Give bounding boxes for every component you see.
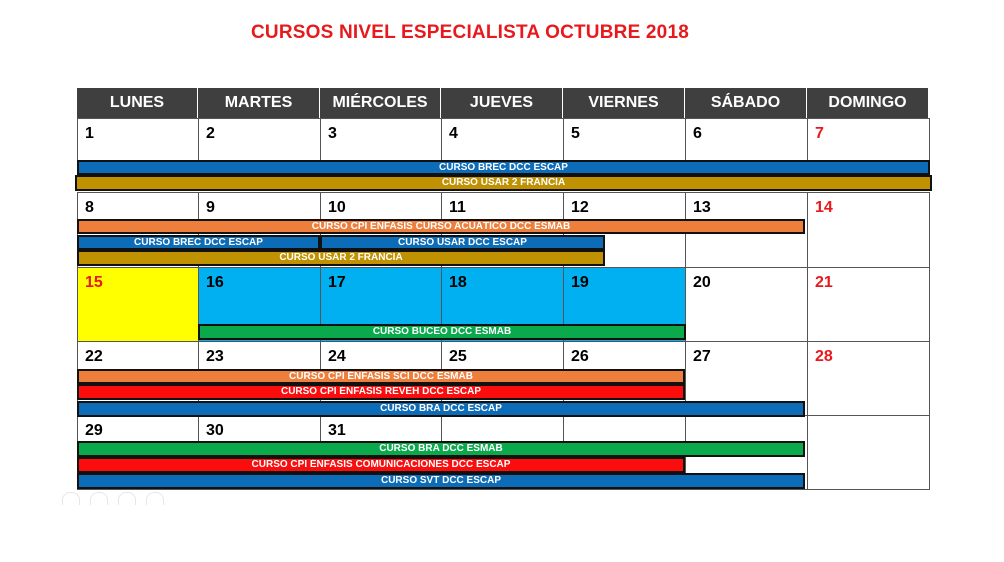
- weekday-header-5: SÁBADO: [685, 88, 807, 118]
- day-number: 11: [449, 199, 466, 216]
- day-number: 4: [449, 125, 458, 142]
- day-number: 16: [206, 274, 224, 291]
- day-cell[interactable]: [685, 267, 808, 342]
- day-number: 15: [85, 274, 103, 291]
- day-number: 8: [85, 199, 94, 216]
- day-cell[interactable]: [441, 118, 564, 162]
- day-number: 21: [815, 274, 833, 291]
- day-number: 18: [449, 274, 467, 291]
- day-cell[interactable]: [77, 118, 199, 162]
- day-number: 30: [206, 422, 224, 439]
- day-number: 22: [85, 348, 103, 365]
- day-cell[interactable]: [77, 267, 199, 342]
- day-number: 24: [328, 348, 346, 365]
- course-bar[interactable]: CURSO CPI ÉNFASIS CURSO ACUÁTICO DCC ESMAB: [77, 219, 805, 234]
- course-bar[interactable]: CURSO BREC DCC ESCAP: [77, 160, 930, 175]
- decorative-arc-icon: [90, 492, 108, 505]
- day-number: 2: [206, 125, 215, 142]
- course-bar[interactable]: CURSO USAR 2 FRANCIA: [77, 250, 605, 266]
- day-number: 23: [206, 348, 224, 365]
- course-bar[interactable]: CURSO BUCEO DCC ESMAB: [198, 324, 686, 340]
- day-number: 6: [693, 125, 702, 142]
- day-number: 20: [693, 274, 711, 291]
- day-number: 28: [815, 348, 833, 365]
- day-number: 31: [328, 422, 346, 439]
- course-bar[interactable]: CURSO CPI ÉNFASIS COMUNICACIONES DCC ESCAP: [77, 457, 685, 473]
- weekday-header-3: JUEVES: [441, 88, 563, 118]
- day-number: 27: [693, 348, 711, 365]
- day-number: 12: [571, 199, 589, 216]
- day-number: 14: [815, 199, 833, 216]
- weekday-header-0: LUNES: [77, 88, 198, 118]
- day-number: 26: [571, 348, 589, 365]
- day-number: 10: [328, 199, 346, 216]
- day-number: 3: [328, 125, 337, 142]
- day-number: 29: [85, 422, 103, 439]
- course-bar[interactable]: CURSO USAR 2 FRANCIA: [75, 175, 932, 191]
- weekday-header-4: VIERNES: [563, 88, 685, 118]
- course-bar[interactable]: CURSO BREC DCC ESCAP: [77, 235, 320, 250]
- weekday-header-2: MIÉRCOLES: [320, 88, 441, 118]
- day-cell[interactable]: [320, 118, 442, 162]
- course-bar[interactable]: CURSO CPI ÉNFASIS REVEH DCC ESCAP: [77, 384, 685, 400]
- day-number: 1: [85, 125, 94, 142]
- day-cell[interactable]: [807, 192, 930, 268]
- weekday-header-1: MARTES: [198, 88, 320, 118]
- course-bar[interactable]: CURSO USAR DCC ESCAP: [320, 235, 605, 250]
- day-number: 25: [449, 348, 467, 365]
- course-bar[interactable]: CURSO BRA DCC ESMAB: [77, 441, 805, 457]
- day-cell[interactable]: [685, 118, 808, 162]
- course-bar[interactable]: CURSO BRA DCC ESCAP: [77, 401, 805, 417]
- decorative-arc-icon: [62, 492, 80, 505]
- page-title: CURSOS NIVEL ESPECIALISTA OCTUBRE 2018: [250, 22, 689, 43]
- course-bar[interactable]: CURSO CPI ÉNFASIS SCI DCC ESMAB: [77, 369, 685, 384]
- day-number: 13: [693, 199, 711, 216]
- day-number: 19: [571, 274, 589, 291]
- day-number: 5: [571, 125, 580, 142]
- weekday-header-6: DOMINGO: [807, 88, 929, 118]
- day-cell[interactable]: [563, 118, 686, 162]
- day-cell[interactable]: [198, 118, 321, 162]
- day-number: 17: [328, 274, 346, 291]
- day-number: 7: [815, 125, 824, 142]
- day-number: 9: [206, 199, 215, 216]
- day-cell[interactable]: [807, 118, 930, 162]
- decorative-arc-icon: [118, 492, 136, 505]
- day-cell[interactable]: [807, 415, 930, 490]
- decorative-arc-icon: [146, 492, 164, 505]
- day-cell[interactable]: [807, 341, 930, 416]
- day-cell[interactable]: [807, 267, 930, 342]
- course-bar[interactable]: CURSO SVT DCC ESCAP: [77, 473, 805, 489]
